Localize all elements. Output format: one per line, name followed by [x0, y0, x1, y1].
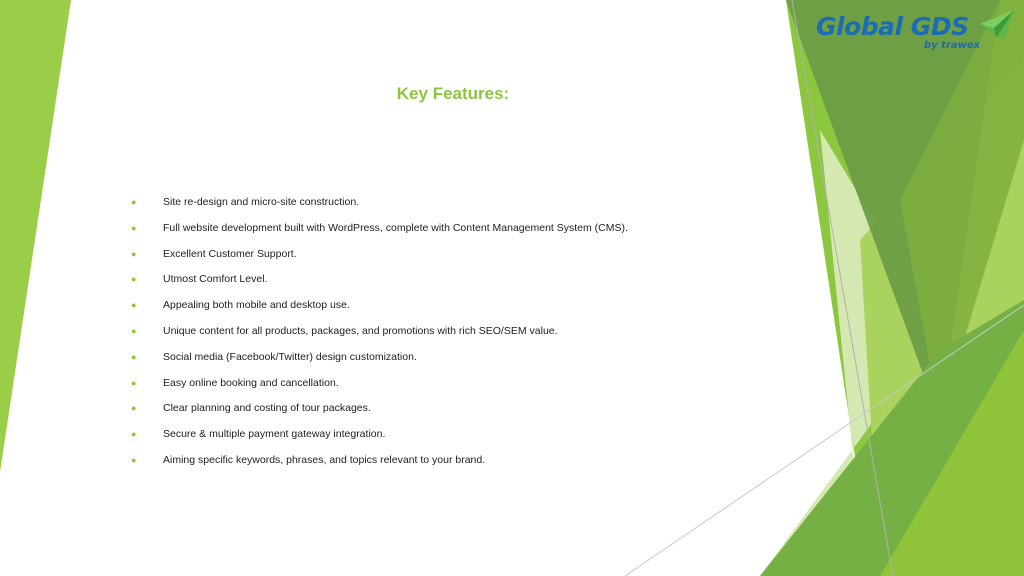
global-gds-logo [812, 8, 1022, 56]
list-item [131, 271, 771, 297]
bullet-icon: ● [131, 248, 137, 259]
bullet-icon: ● [131, 429, 137, 440]
list-item [131, 349, 771, 375]
feature-text: Clear planning and costing of tour packages. [163, 402, 371, 415]
list-item [131, 426, 771, 452]
bullet-icon: ● [131, 351, 137, 362]
feature-text: Social media (Facebook/Twitter) design customization. [163, 350, 417, 363]
feature-text: Excellent Customer Support. [163, 247, 297, 260]
list-item [131, 297, 771, 323]
feature-text: Site re-design and micro-site construction. [163, 196, 360, 208]
feature-text: Aiming specific keywords, phrases, and topics relevant to your brand. [163, 453, 486, 466]
feature-list [131, 194, 771, 478]
logo-tagline: by trawex [924, 40, 981, 51]
list-item [131, 375, 771, 401]
bullet-icon: ● [131, 300, 137, 311]
bullet-icon: ● [131, 222, 137, 233]
logo-name: Global GDS [816, 12, 969, 41]
bullet-icon: ● [131, 403, 137, 414]
bullet-icon: ● [131, 274, 137, 285]
bullet-icon: ● [131, 377, 137, 388]
list-item [131, 194, 771, 220]
feature-text: Utmost Comfort Level. [163, 273, 268, 286]
feature-text: Appealing both mobile and desktop use. [163, 299, 350, 312]
feature-text: Full website development built with WordPress, complete with Content Management System (CMS). [163, 221, 628, 234]
list-item [131, 323, 771, 349]
paper-plane-icon [978, 8, 1016, 42]
list-item [131, 246, 771, 272]
list-item [131, 400, 771, 426]
list-item [131, 452, 771, 478]
feature-text: Easy online booking and cancellation. [163, 376, 339, 389]
left-green-wedge [0, 0, 71, 472]
bullet-icon: ● [131, 325, 137, 336]
slide-title: Key Features: [396, 84, 510, 103]
bullet-icon: ● [131, 454, 137, 465]
bullet-icon: ● [131, 197, 137, 207]
list-item [131, 220, 771, 246]
feature-text: Secure & multiple payment gateway integration. [163, 428, 386, 441]
feature-text: Unique content for all products, packages, and promotions with rich SEO/SEM value. [163, 324, 558, 337]
